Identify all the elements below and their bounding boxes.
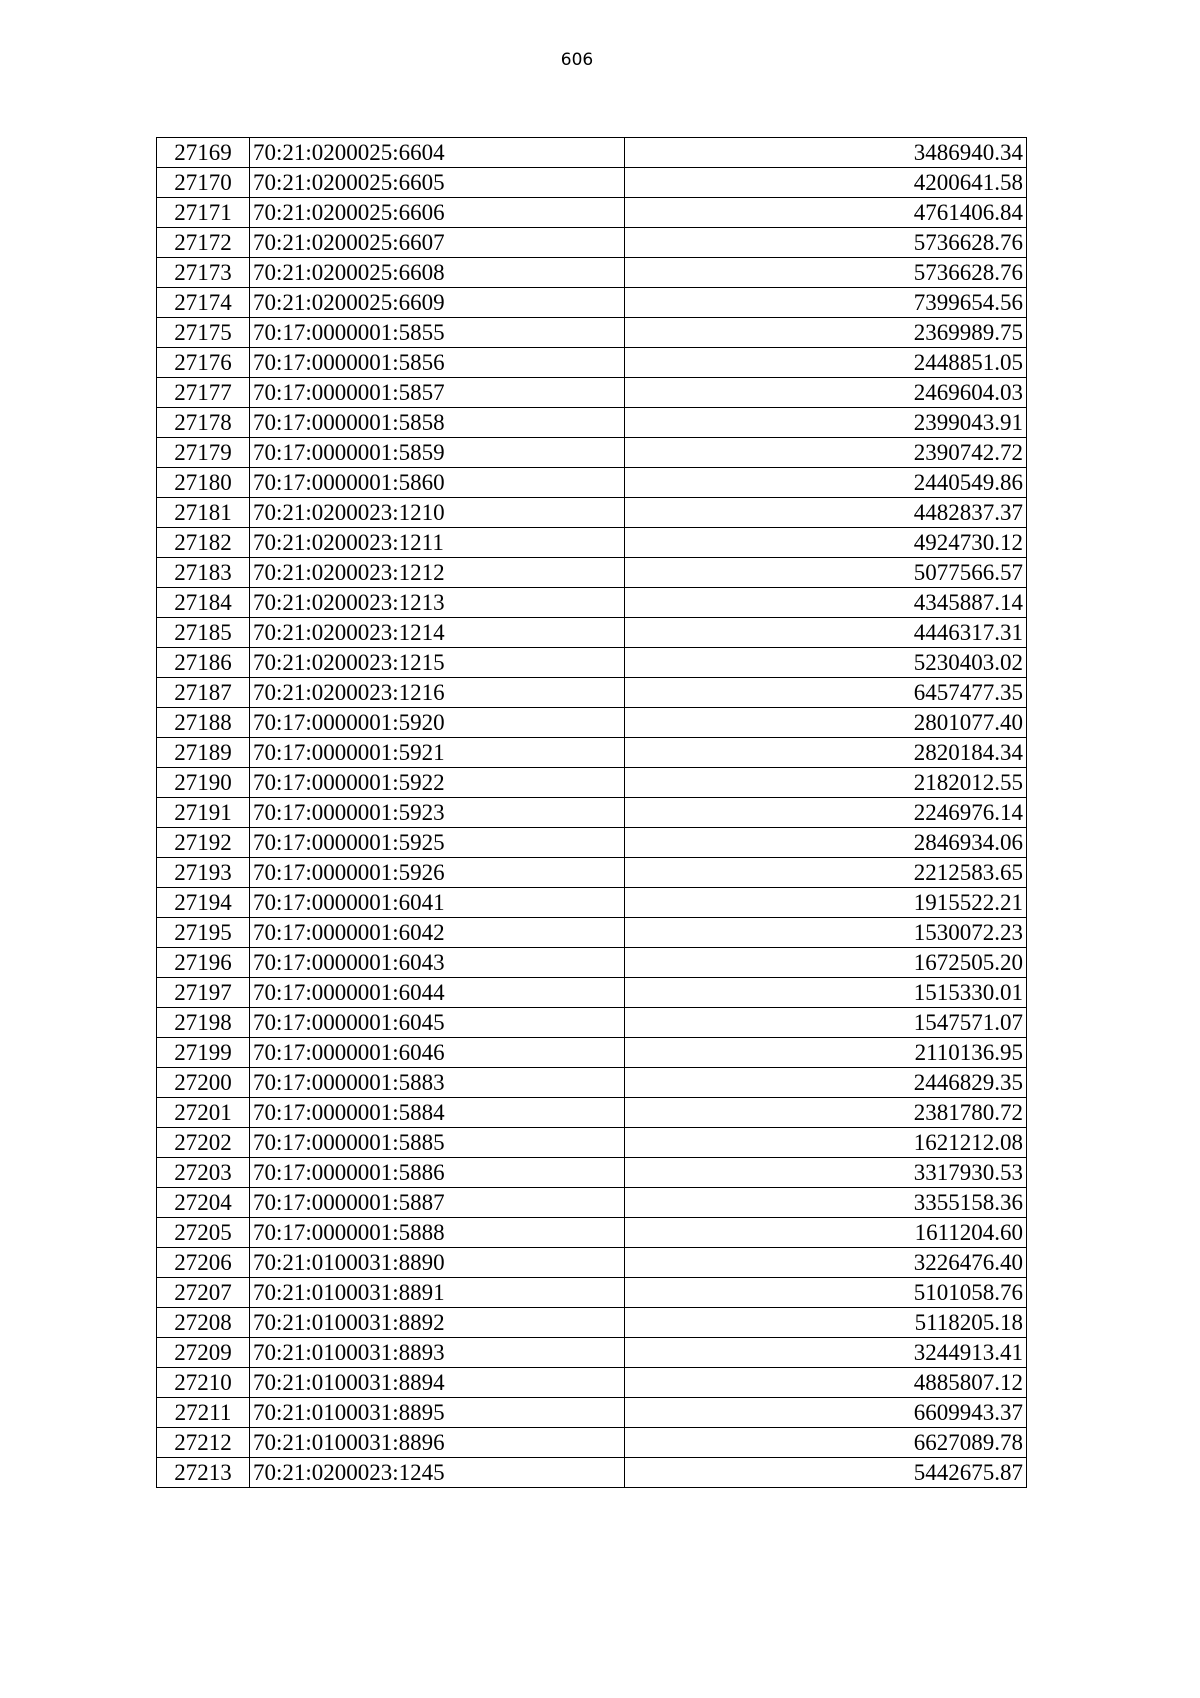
- table-row: [157, 558, 1027, 588]
- row-number-cell: 27172: [157, 228, 250, 258]
- value-cell: 1915522.21: [625, 888, 1027, 918]
- cadastral-number-cell: 70:17:0000001:5920: [250, 708, 625, 738]
- table-row: [157, 198, 1027, 228]
- table-row: [157, 1188, 1027, 1218]
- row-number-cell: 27204: [157, 1188, 250, 1218]
- row-number-cell: 27206: [157, 1248, 250, 1278]
- row-number-cell: 27169: [157, 138, 250, 168]
- value-cell: 1672505.20: [625, 948, 1027, 978]
- row-number-cell: 27202: [157, 1128, 250, 1158]
- table-row: [157, 1338, 1027, 1368]
- row-number-cell: 27176: [157, 348, 250, 378]
- cadastral-number-cell: 70:17:0000001:5855: [250, 318, 625, 348]
- value-cell: 3355158.36: [625, 1188, 1027, 1218]
- table-row: [157, 408, 1027, 438]
- row-number-cell: 27191: [157, 798, 250, 828]
- cadastral-number-cell: 70:17:0000001:6042: [250, 918, 625, 948]
- registry-table-body: [157, 138, 1027, 1488]
- row-number-cell: 27212: [157, 1428, 250, 1458]
- table-row: [157, 1008, 1027, 1038]
- cadastral-number-cell: 70:21:0200025:6607: [250, 228, 625, 258]
- cadastral-number-cell: 70:17:0000001:6044: [250, 978, 625, 1008]
- cadastral-number-cell: 70:21:0200023:1211: [250, 528, 625, 558]
- cadastral-number-cell: 70:21:0200025:6605: [250, 168, 625, 198]
- value-cell: 4885807.12: [625, 1368, 1027, 1398]
- row-number-cell: 27189: [157, 738, 250, 768]
- table-row: [157, 648, 1027, 678]
- table-row: [157, 1278, 1027, 1308]
- value-cell: 2246976.14: [625, 798, 1027, 828]
- row-number-cell: 27178: [157, 408, 250, 438]
- cadastral-number-cell: 70:21:0200023:1212: [250, 558, 625, 588]
- row-number-cell: 27179: [157, 438, 250, 468]
- table-row: [157, 288, 1027, 318]
- cadastral-number-cell: 70:17:0000001:5856: [250, 348, 625, 378]
- cadastral-number-cell: 70:21:0100031:8896: [250, 1428, 625, 1458]
- cadastral-number-cell: 70:17:0000001:5884: [250, 1098, 625, 1128]
- table-row: [157, 678, 1027, 708]
- cadastral-number-cell: 70:17:0000001:5921: [250, 738, 625, 768]
- cadastral-number-cell: 70:21:0200025:6608: [250, 258, 625, 288]
- cadastral-number-cell: 70:17:0000001:6045: [250, 1008, 625, 1038]
- value-cell: 3486940.34: [625, 138, 1027, 168]
- row-number-cell: 27187: [157, 678, 250, 708]
- cadastral-number-cell: 70:21:0100031:8892: [250, 1308, 625, 1338]
- table-row: [157, 318, 1027, 348]
- cadastral-number-cell: 70:17:0000001:5887: [250, 1188, 625, 1218]
- row-number-cell: 27175: [157, 318, 250, 348]
- cadastral-number-cell: 70:21:0100031:8890: [250, 1248, 625, 1278]
- value-cell: 2110136.95: [625, 1038, 1027, 1068]
- row-number-cell: 27209: [157, 1338, 250, 1368]
- cadastral-number-cell: 70:17:0000001:6046: [250, 1038, 625, 1068]
- table-row: [157, 378, 1027, 408]
- cadastral-number-cell: 70:17:0000001:5926: [250, 858, 625, 888]
- table-row: [157, 1308, 1027, 1338]
- cadastral-number-cell: 70:17:0000001:6041: [250, 888, 625, 918]
- cadastral-number-cell: 70:21:0200025:6609: [250, 288, 625, 318]
- cadastral-number-cell: 70:17:0000001:5860: [250, 468, 625, 498]
- row-number-cell: 27171: [157, 198, 250, 228]
- row-number-cell: 27201: [157, 1098, 250, 1128]
- row-number-cell: 27180: [157, 468, 250, 498]
- value-cell: 3317930.53: [625, 1158, 1027, 1188]
- table-row: [157, 978, 1027, 1008]
- table-row: [157, 258, 1027, 288]
- value-cell: 2846934.06: [625, 828, 1027, 858]
- row-number-cell: 27200: [157, 1068, 250, 1098]
- value-cell: 1621212.08: [625, 1128, 1027, 1158]
- value-cell: 6627089.78: [625, 1428, 1027, 1458]
- table-row: [157, 498, 1027, 528]
- table-row: [157, 1068, 1027, 1098]
- table-row: [157, 1128, 1027, 1158]
- row-number-cell: 27188: [157, 708, 250, 738]
- value-cell: 5077566.57: [625, 558, 1027, 588]
- value-cell: 3226476.40: [625, 1248, 1027, 1278]
- row-number-cell: 27183: [157, 558, 250, 588]
- row-number-cell: 27181: [157, 498, 250, 528]
- table-row: [157, 438, 1027, 468]
- row-number-cell: 27173: [157, 258, 250, 288]
- row-number-cell: 27190: [157, 768, 250, 798]
- row-number-cell: 27186: [157, 648, 250, 678]
- cadastral-number-cell: 70:17:0000001:5886: [250, 1158, 625, 1188]
- row-number-cell: 27211: [157, 1398, 250, 1428]
- value-cell: 2182012.55: [625, 768, 1027, 798]
- table-row: [157, 1368, 1027, 1398]
- value-cell: 2212583.65: [625, 858, 1027, 888]
- cadastral-number-cell: 70:21:0200025:6606: [250, 198, 625, 228]
- table-row: [157, 228, 1027, 258]
- value-cell: 5118205.18: [625, 1308, 1027, 1338]
- cadastral-number-cell: 70:17:0000001:5857: [250, 378, 625, 408]
- cadastral-number-cell: 70:17:0000001:5858: [250, 408, 625, 438]
- row-number-cell: 27210: [157, 1368, 250, 1398]
- value-cell: 5230403.02: [625, 648, 1027, 678]
- table-row: [157, 1398, 1027, 1428]
- row-number-cell: 27185: [157, 618, 250, 648]
- row-number-cell: 27207: [157, 1278, 250, 1308]
- cadastral-number-cell: 70:21:0200025:6604: [250, 138, 625, 168]
- value-cell: 4200641.58: [625, 168, 1027, 198]
- table-row: [157, 828, 1027, 858]
- table-row: [157, 948, 1027, 978]
- cadastral-number-cell: 70:21:0200023:1215: [250, 648, 625, 678]
- cadastral-number-cell: 70:21:0200023:1245: [250, 1458, 625, 1488]
- cadastral-number-cell: 70:21:0100031:8895: [250, 1398, 625, 1428]
- value-cell: 4924730.12: [625, 528, 1027, 558]
- row-number-cell: 27194: [157, 888, 250, 918]
- row-number-cell: 27198: [157, 1008, 250, 1038]
- cadastral-number-cell: 70:21:0100031:8891: [250, 1278, 625, 1308]
- table-row: [157, 1158, 1027, 1188]
- cadastral-number-cell: 70:17:0000001:5888: [250, 1218, 625, 1248]
- value-cell: 2446829.35: [625, 1068, 1027, 1098]
- cadastral-number-cell: 70:17:0000001:5885: [250, 1128, 625, 1158]
- cadastral-number-cell: 70:17:0000001:6043: [250, 948, 625, 978]
- row-number-cell: 27197: [157, 978, 250, 1008]
- table-row: [157, 768, 1027, 798]
- table-row: [157, 1218, 1027, 1248]
- value-cell: 7399654.56: [625, 288, 1027, 318]
- row-number-cell: 27170: [157, 168, 250, 198]
- table-row: [157, 798, 1027, 828]
- table-row: [157, 348, 1027, 378]
- value-cell: 2440549.86: [625, 468, 1027, 498]
- value-cell: 6457477.35: [625, 678, 1027, 708]
- row-number-cell: 27184: [157, 588, 250, 618]
- table-row: [157, 1458, 1027, 1488]
- row-number-cell: 27192: [157, 828, 250, 858]
- table-row: [157, 618, 1027, 648]
- value-cell: 2399043.91: [625, 408, 1027, 438]
- table-row: [157, 708, 1027, 738]
- table-row: [157, 588, 1027, 618]
- cadastral-number-cell: 70:17:0000001:5923: [250, 798, 625, 828]
- value-cell: 2469604.03: [625, 378, 1027, 408]
- cadastral-number-cell: 70:17:0000001:5925: [250, 828, 625, 858]
- cadastral-number-cell: 70:21:0100031:8893: [250, 1338, 625, 1368]
- row-number-cell: 27208: [157, 1308, 250, 1338]
- table-row: [157, 1038, 1027, 1068]
- value-cell: 1530072.23: [625, 918, 1027, 948]
- value-cell: 1611204.60: [625, 1218, 1027, 1248]
- cadastral-number-cell: 70:21:0200023:1210: [250, 498, 625, 528]
- value-cell: 2448851.05: [625, 348, 1027, 378]
- value-cell: 2381780.72: [625, 1098, 1027, 1128]
- table-row: [157, 1428, 1027, 1458]
- row-number-cell: 27199: [157, 1038, 250, 1068]
- row-number-cell: 27182: [157, 528, 250, 558]
- cadastral-number-cell: 70:21:0200023:1214: [250, 618, 625, 648]
- table-row: [157, 888, 1027, 918]
- cadastral-number-cell: 70:17:0000001:5922: [250, 768, 625, 798]
- row-number-cell: 27177: [157, 378, 250, 408]
- value-cell: 4446317.31: [625, 618, 1027, 648]
- table-row: [157, 1098, 1027, 1128]
- value-cell: 4482837.37: [625, 498, 1027, 528]
- cadastral-number-cell: 70:21:0100031:8894: [250, 1368, 625, 1398]
- table-row: [157, 468, 1027, 498]
- row-number-cell: 27196: [157, 948, 250, 978]
- cadastral-number-cell: 70:17:0000001:5859: [250, 438, 625, 468]
- cadastral-number-cell: 70:21:0200023:1213: [250, 588, 625, 618]
- table-row: [157, 168, 1027, 198]
- table-row: [157, 138, 1027, 168]
- table-row: [157, 918, 1027, 948]
- value-cell: 2801077.40: [625, 708, 1027, 738]
- value-cell: 4345887.14: [625, 588, 1027, 618]
- value-cell: 2390742.72: [625, 438, 1027, 468]
- value-cell: 1515330.01: [625, 978, 1027, 1008]
- value-cell: 5442675.87: [625, 1458, 1027, 1488]
- table-row: [157, 528, 1027, 558]
- registry-table: [156, 137, 1027, 1488]
- table-row: [157, 738, 1027, 768]
- value-cell: 6609943.37: [625, 1398, 1027, 1428]
- row-number-cell: 27205: [157, 1218, 250, 1248]
- cadastral-number-cell: 70:21:0200023:1216: [250, 678, 625, 708]
- row-number-cell: 27174: [157, 288, 250, 318]
- value-cell: 5736628.76: [625, 258, 1027, 288]
- value-cell: 1547571.07: [625, 1008, 1027, 1038]
- row-number-cell: 27213: [157, 1458, 250, 1488]
- value-cell: 3244913.41: [625, 1338, 1027, 1368]
- value-cell: 5736628.76: [625, 228, 1027, 258]
- value-cell: 2369989.75: [625, 318, 1027, 348]
- value-cell: 5101058.76: [625, 1278, 1027, 1308]
- row-number-cell: 27193: [157, 858, 250, 888]
- page-number: 606: [560, 50, 594, 70]
- row-number-cell: 27203: [157, 1158, 250, 1188]
- cadastral-number-cell: 70:17:0000001:5883: [250, 1068, 625, 1098]
- table-row: [157, 1248, 1027, 1278]
- value-cell: 2820184.34: [625, 738, 1027, 768]
- row-number-cell: 27195: [157, 918, 250, 948]
- value-cell: 4761406.84: [625, 198, 1027, 228]
- table-row: [157, 858, 1027, 888]
